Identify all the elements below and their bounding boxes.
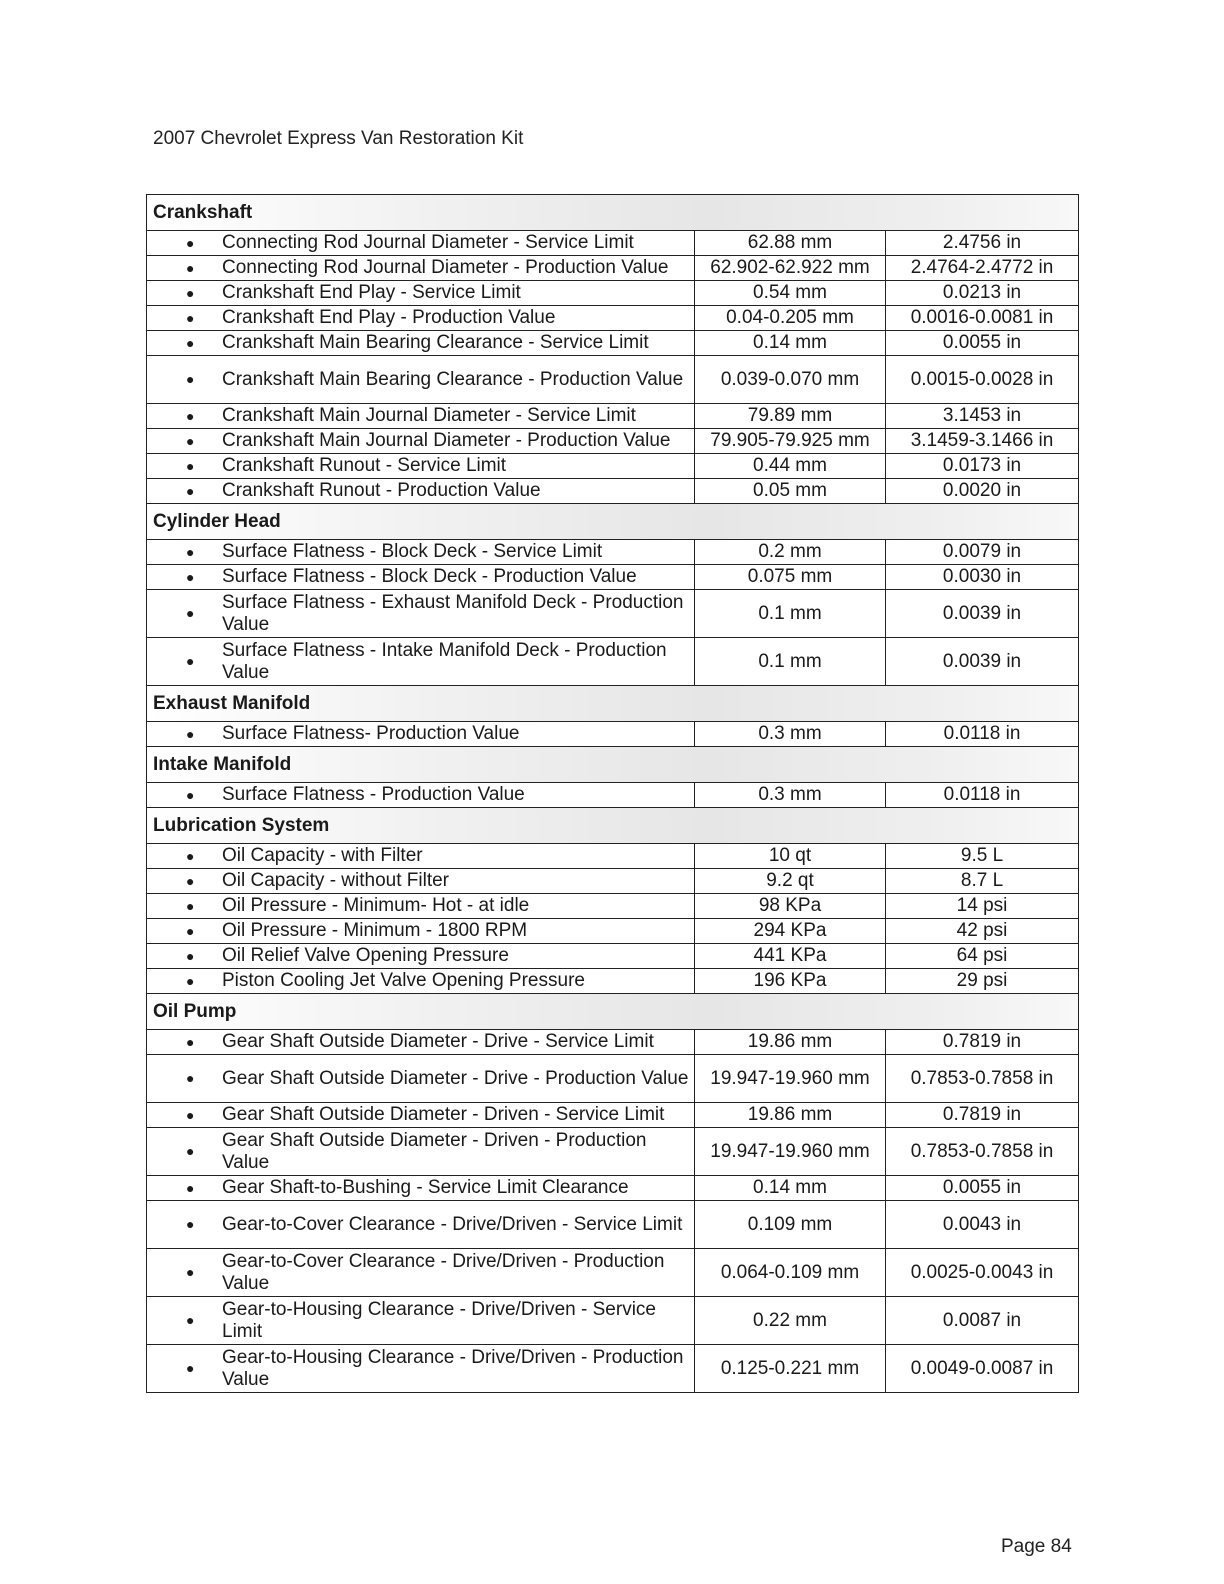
metric-value: 19.947-19.960 mm (695, 1128, 886, 1176)
metric-value: 79.905-79.925 mm (695, 429, 886, 454)
imperial-value: 64 psi (886, 944, 1079, 969)
table-row (147, 1176, 1079, 1201)
bullet-icon: ● (186, 873, 195, 889)
spec-label-cell (147, 479, 695, 504)
bullet-icon: ● (186, 1034, 195, 1050)
section-header-row (147, 747, 1079, 783)
imperial-value: 0.0173 in (886, 454, 1079, 479)
section-header-row (147, 994, 1079, 1030)
section-title: Oil Pump (147, 994, 1079, 1030)
metric-value: 79.89 mm (695, 404, 886, 429)
spec-label-cell (147, 454, 695, 479)
bullet-icon: ● (186, 1070, 195, 1086)
metric-value: 62.902-62.922 mm (695, 256, 886, 281)
table-row (147, 540, 1079, 565)
imperial-value: 0.0016-0.0081 in (886, 306, 1079, 331)
spec-label: Crankshaft Runout - Production Value (222, 480, 541, 501)
table-row (147, 1297, 1079, 1345)
metric-value: 0.14 mm (695, 331, 886, 356)
spec-label-cell (147, 1249, 695, 1297)
spec-label: Crankshaft Runout - Service Limit (222, 455, 507, 476)
spec-label: Gear-to-Cover Clearance - Drive/Driven - Service Limit (222, 1213, 683, 1235)
bullet-icon: ● (186, 335, 195, 351)
bullet-icon: ● (186, 1312, 195, 1328)
table-row (147, 969, 1079, 994)
spec-label-cell (147, 969, 695, 994)
metric-value: 19.86 mm (695, 1103, 886, 1128)
bullet-icon: ● (186, 653, 195, 669)
spec-label: Gear Shaft-to-Bushing - Service Limit Clearance (222, 1177, 629, 1198)
table-row (147, 231, 1079, 256)
table-row (147, 256, 1079, 281)
bullet-icon: ● (186, 433, 195, 449)
spec-label-cell (147, 638, 695, 686)
spec-label-cell (147, 722, 695, 747)
bullet-icon: ● (186, 1107, 195, 1123)
metric-value: 196 KPa (695, 969, 886, 994)
bullet-icon: ● (186, 1360, 195, 1376)
section-header-row (147, 195, 1079, 231)
spec-label: Oil Pressure - Minimum- Hot - at idle (222, 895, 530, 916)
imperial-value: 0.0020 in (886, 479, 1079, 504)
spec-label-cell (147, 1297, 695, 1345)
spec-label: Gear Shaft Outside Diameter - Driven - Production Value (222, 1129, 647, 1173)
table-row (147, 1249, 1079, 1297)
table-row (147, 944, 1079, 969)
imperial-value: 0.0015-0.0028 in (886, 356, 1079, 404)
spec-label-cell (147, 894, 695, 919)
imperial-value: 0.7853-0.7858 in (886, 1055, 1079, 1103)
bullet-icon: ● (186, 1180, 195, 1196)
imperial-value: 0.0043 in (886, 1201, 1079, 1249)
imperial-value: 2.4756 in (886, 231, 1079, 256)
spec-label-cell (147, 231, 695, 256)
metric-value: 0.064-0.109 mm (695, 1249, 886, 1297)
bullet-icon: ● (186, 948, 195, 964)
bullet-icon: ● (186, 235, 195, 251)
metric-value: 19.86 mm (695, 1030, 886, 1055)
specifications-table (146, 194, 1079, 1393)
table-row (147, 565, 1079, 590)
metric-value: 0.039-0.070 mm (695, 356, 886, 404)
imperial-value: 14 psi (886, 894, 1079, 919)
spec-label: Connecting Rod Journal Diameter - Production Value (222, 257, 669, 278)
table-row (147, 844, 1079, 869)
spec-label: Gear-to-Housing Clearance - Drive/Driven - Service Limit (222, 1298, 656, 1342)
bullet-icon: ● (186, 1143, 195, 1159)
metric-value: 98 KPa (695, 894, 886, 919)
metric-value: 0.04-0.205 mm (695, 306, 886, 331)
imperial-value: 0.0118 in (886, 783, 1079, 808)
metric-value: 19.947-19.960 mm (695, 1055, 886, 1103)
metric-value: 10 qt (695, 844, 886, 869)
metric-value: 0.2 mm (695, 540, 886, 565)
bullet-icon: ● (186, 458, 195, 474)
spec-label-cell (147, 404, 695, 429)
table-row (147, 1030, 1079, 1055)
spec-label-cell (147, 919, 695, 944)
table-row (147, 638, 1079, 686)
imperial-value: 0.0055 in (886, 1176, 1079, 1201)
table-row (147, 1345, 1079, 1393)
bullet-icon: ● (186, 848, 195, 864)
bullet-icon: ● (186, 408, 195, 424)
imperial-value: 0.7819 in (886, 1103, 1079, 1128)
table-row (147, 869, 1079, 894)
bullet-icon: ● (186, 483, 195, 499)
imperial-value: 0.0025-0.0043 in (886, 1249, 1079, 1297)
table-row (147, 356, 1079, 404)
bullet-icon: ● (186, 1216, 195, 1232)
spec-label: Crankshaft End Play - Production Value (222, 307, 556, 328)
spec-label: Crankshaft Main Bearing Clearance - Production Value (222, 368, 684, 390)
spec-label: Oil Relief Valve Opening Pressure (222, 945, 509, 966)
spec-label: Crankshaft End Play - Service Limit (222, 282, 521, 303)
spec-label: Surface Flatness- Production Value (222, 723, 520, 744)
metric-value: 441 KPa (695, 944, 886, 969)
section-header-row (147, 504, 1079, 540)
spec-label: Crankshaft Main Journal Diameter - Service Limit (222, 405, 636, 426)
table-row (147, 590, 1079, 638)
spec-label: Surface Flatness - Exhaust Manifold Deck - Production Value (222, 591, 684, 635)
imperial-value: 29 psi (886, 969, 1079, 994)
imperial-value: 0.0030 in (886, 565, 1079, 590)
spec-label-cell (147, 1103, 695, 1128)
metric-value: 0.05 mm (695, 479, 886, 504)
spec-label: Surface Flatness - Block Deck - Service Limit (222, 541, 603, 562)
bullet-icon: ● (186, 923, 195, 939)
bullet-icon: ● (186, 898, 195, 914)
imperial-value: 3.1453 in (886, 404, 1079, 429)
bullet-icon: ● (186, 1264, 195, 1280)
bullet-icon: ● (186, 726, 195, 742)
spec-label-cell (147, 306, 695, 331)
imperial-value: 0.7819 in (886, 1030, 1079, 1055)
spec-label: Surface Flatness - Production Value (222, 784, 525, 805)
spec-label: Oil Capacity - with Filter (222, 845, 423, 866)
spec-label-cell (147, 356, 695, 404)
spec-label-cell (147, 1128, 695, 1176)
bullet-icon: ● (186, 260, 195, 276)
spec-label: Surface Flatness - Block Deck - Production Value (222, 566, 637, 587)
table-row (147, 281, 1079, 306)
document-title: 2007 Chevrolet Express Van Restoration Kit (153, 128, 524, 149)
imperial-value: 0.0055 in (886, 331, 1079, 356)
spec-label-cell (147, 869, 695, 894)
table-row (147, 454, 1079, 479)
spec-label: Crankshaft Main Bearing Clearance - Service Limit (222, 332, 649, 353)
spec-label: Oil Capacity - without Filter (222, 870, 450, 891)
metric-value: 9.2 qt (695, 869, 886, 894)
table-row (147, 331, 1079, 356)
imperial-value: 0.0087 in (886, 1297, 1079, 1345)
imperial-value: 3.1459-3.1466 in (886, 429, 1079, 454)
imperial-value: 42 psi (886, 919, 1079, 944)
bullet-icon: ● (186, 310, 195, 326)
spec-label-cell (147, 256, 695, 281)
section-title: Exhaust Manifold (147, 686, 1079, 722)
metric-value: 62.88 mm (695, 231, 886, 256)
section-header-row (147, 686, 1079, 722)
bullet-icon: ● (186, 371, 195, 387)
imperial-value: 0.0049-0.0087 in (886, 1345, 1079, 1393)
bullet-icon: ● (186, 973, 195, 989)
metric-value: 0.075 mm (695, 565, 886, 590)
table-row (147, 722, 1079, 747)
table-row (147, 783, 1079, 808)
table-row (147, 1128, 1079, 1176)
metric-value: 0.1 mm (695, 638, 886, 686)
bullet-icon: ● (186, 544, 195, 560)
imperial-value: 0.0213 in (886, 281, 1079, 306)
spec-label: Gear-to-Cover Clearance - Drive/Driven - Production Value (222, 1250, 665, 1294)
table-row (147, 1201, 1079, 1249)
metric-value: 0.125-0.221 mm (695, 1345, 886, 1393)
spec-label-cell (147, 944, 695, 969)
section-header-row (147, 808, 1079, 844)
metric-value: 0.3 mm (695, 722, 886, 747)
metric-value: 0.14 mm (695, 1176, 886, 1201)
spec-label: Gear-to-Housing Clearance - Drive/Driven - Production Value (222, 1346, 684, 1390)
table-row (147, 404, 1079, 429)
bullet-icon: ● (186, 569, 195, 585)
spec-label-cell (147, 1201, 695, 1249)
spec-label: Gear Shaft Outside Diameter - Driven - Service Limit (222, 1104, 665, 1125)
imperial-value: 8.7 L (886, 869, 1079, 894)
spec-label: Gear Shaft Outside Diameter - Drive - Production Value (222, 1067, 689, 1089)
imperial-value: 9.5 L (886, 844, 1079, 869)
spec-label-cell (147, 783, 695, 808)
metric-value: 0.54 mm (695, 281, 886, 306)
bullet-icon: ● (186, 605, 195, 621)
spec-label: Piston Cooling Jet Valve Opening Pressure (222, 970, 585, 991)
table-row (147, 479, 1079, 504)
metric-value: 0.22 mm (695, 1297, 886, 1345)
spec-label-cell (147, 590, 695, 638)
section-title: Crankshaft (147, 195, 1079, 231)
spec-label-cell (147, 1055, 695, 1103)
table-row (147, 306, 1079, 331)
metric-value: 294 KPa (695, 919, 886, 944)
spec-label: Connecting Rod Journal Diameter - Service Limit (222, 232, 634, 253)
table-row (147, 1055, 1079, 1103)
spec-label-cell (147, 844, 695, 869)
section-title: Intake Manifold (147, 747, 1079, 783)
spec-label: Gear Shaft Outside Diameter - Drive - Service Limit (222, 1031, 654, 1052)
imperial-value: 0.0039 in (886, 638, 1079, 686)
imperial-value: 2.4764-2.4772 in (886, 256, 1079, 281)
spec-label-cell (147, 540, 695, 565)
spec-label-cell (147, 1030, 695, 1055)
imperial-value: 0.0039 in (886, 590, 1079, 638)
imperial-value: 0.0079 in (886, 540, 1079, 565)
spec-label-cell (147, 565, 695, 590)
spec-label-cell (147, 331, 695, 356)
spec-label-cell (147, 429, 695, 454)
spec-label: Surface Flatness - Intake Manifold Deck - Production Value (222, 639, 667, 683)
spec-label-cell (147, 1176, 695, 1201)
table-row (147, 1103, 1079, 1128)
imperial-value: 0.0118 in (886, 722, 1079, 747)
metric-value: 0.3 mm (695, 783, 886, 808)
metric-value: 0.109 mm (695, 1201, 886, 1249)
imperial-value: 0.7853-0.7858 in (886, 1128, 1079, 1176)
metric-value: 0.1 mm (695, 590, 886, 638)
spec-label-cell (147, 281, 695, 306)
bullet-icon: ● (186, 285, 195, 301)
metric-value: 0.44 mm (695, 454, 886, 479)
table-row (147, 894, 1079, 919)
bullet-icon: ● (186, 787, 195, 803)
spec-label-cell (147, 1345, 695, 1393)
table-row (147, 919, 1079, 944)
section-title: Cylinder Head (147, 504, 1079, 540)
spec-label: Oil Pressure - Minimum - 1800 RPM (222, 920, 528, 941)
spec-label: Crankshaft Main Journal Diameter - Production Value (222, 430, 671, 451)
section-title: Lubrication System (147, 808, 1079, 844)
table-row (147, 429, 1079, 454)
page-number: Page 84 (1001, 1536, 1072, 1557)
